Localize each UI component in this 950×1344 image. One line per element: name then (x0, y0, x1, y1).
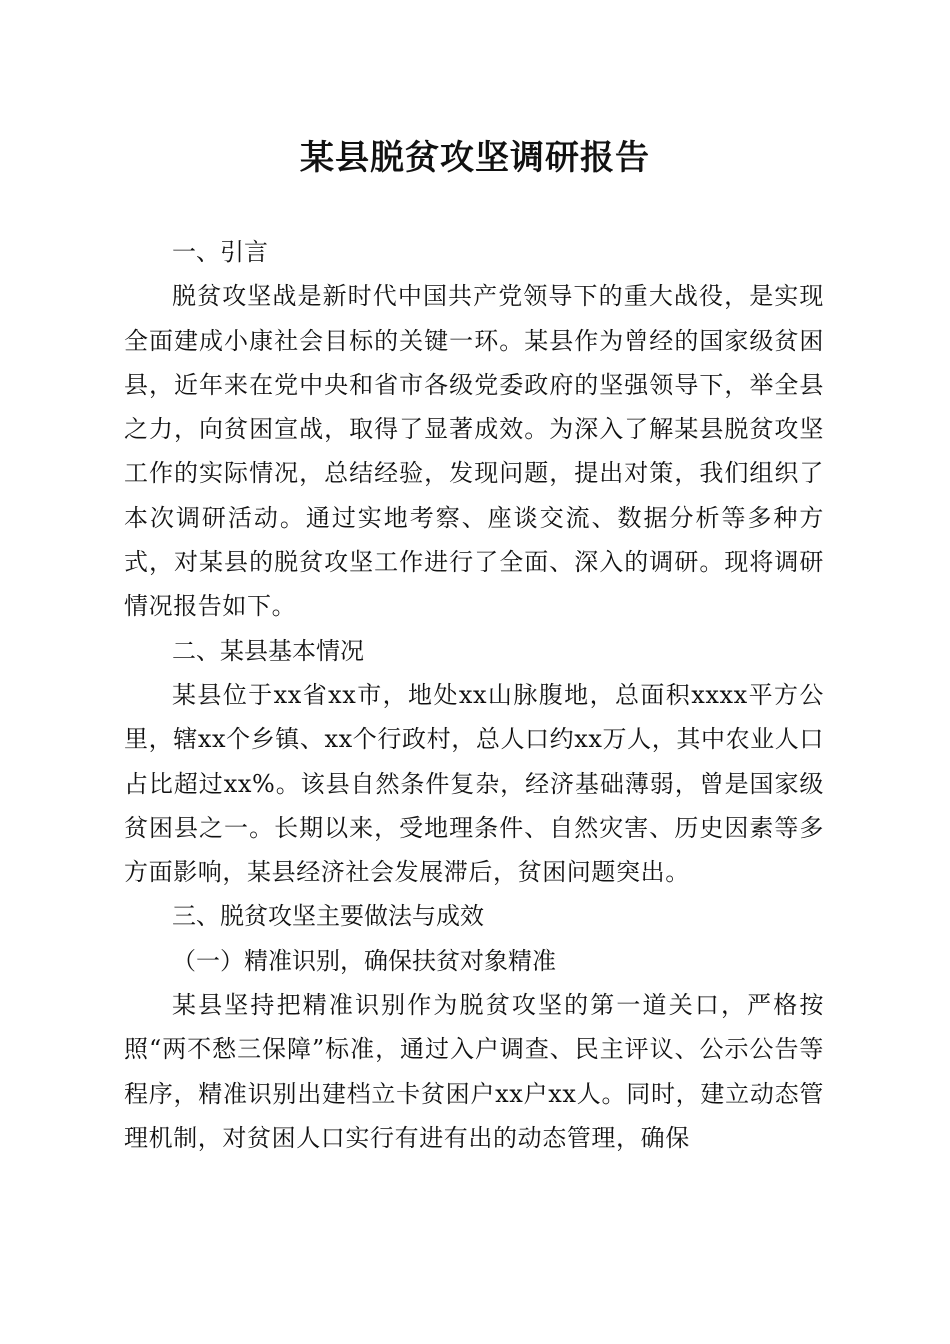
document-title: 某县脱贫攻坚调研报告 (300, 138, 650, 178)
paragraph-intro: 脱贫攻坚战是新时代中国共产党领导下的重大战役，是实现全面建成小康社会目标的关键一环。某县作为曾经的国家级贫困县，近年来在党中央和省市各级党委政府的坚强领导下，举全县之力，向贫困宣战，取得了显著成效。为深入了解某县脱贫攻坚工作的实际情况，总结经验，发现问题，提出对策，我们组织了本次调研活动。通过实地考察、座谈交流、数据分析等多种方式，对某县的脱贫攻坚工作进行了全面、深入的调研。现将调研情况报告如下。 (124, 282, 824, 621)
paragraph-precise-identification: 某县坚持把精准识别作为脱贫攻坚的第一道关口，严格按照“两不愁三保障”标准，通过入户调查、民主评议、公示公告等程序，精准识别出建档立卡贫困户xx户xx人。同时，建立动态管理机制，对贫困人口实行有进有出的动态管理，确保 (124, 991, 824, 1152)
document-body (124, 230, 824, 1160)
section-heading-intro: 一、引言 (172, 238, 268, 266)
paragraph-basic-info: 某县位于xx省xx市，地处xx山脉腹地，总面积xxxx平方公里，辖xx个乡镇、xx个行政村，总人口约xx万人，其中农业人口占比超过xx%。该县自然条件复杂，经济基础薄弱，曾是国家级贫困县之一。长期以来，受地理条件、自然灾害、历史因素等多方面影响，某县经济社会发展滞后，贫困问题突出。 (124, 680, 824, 887)
section-heading-basic-info: 二、某县基本情况 (172, 636, 364, 665)
subsection-heading-precise-identification: （一）精准识别，确保扶贫对象精准 (172, 946, 556, 975)
section-heading-measures: 三、脱贫攻坚主要做法与成效 (172, 902, 484, 931)
